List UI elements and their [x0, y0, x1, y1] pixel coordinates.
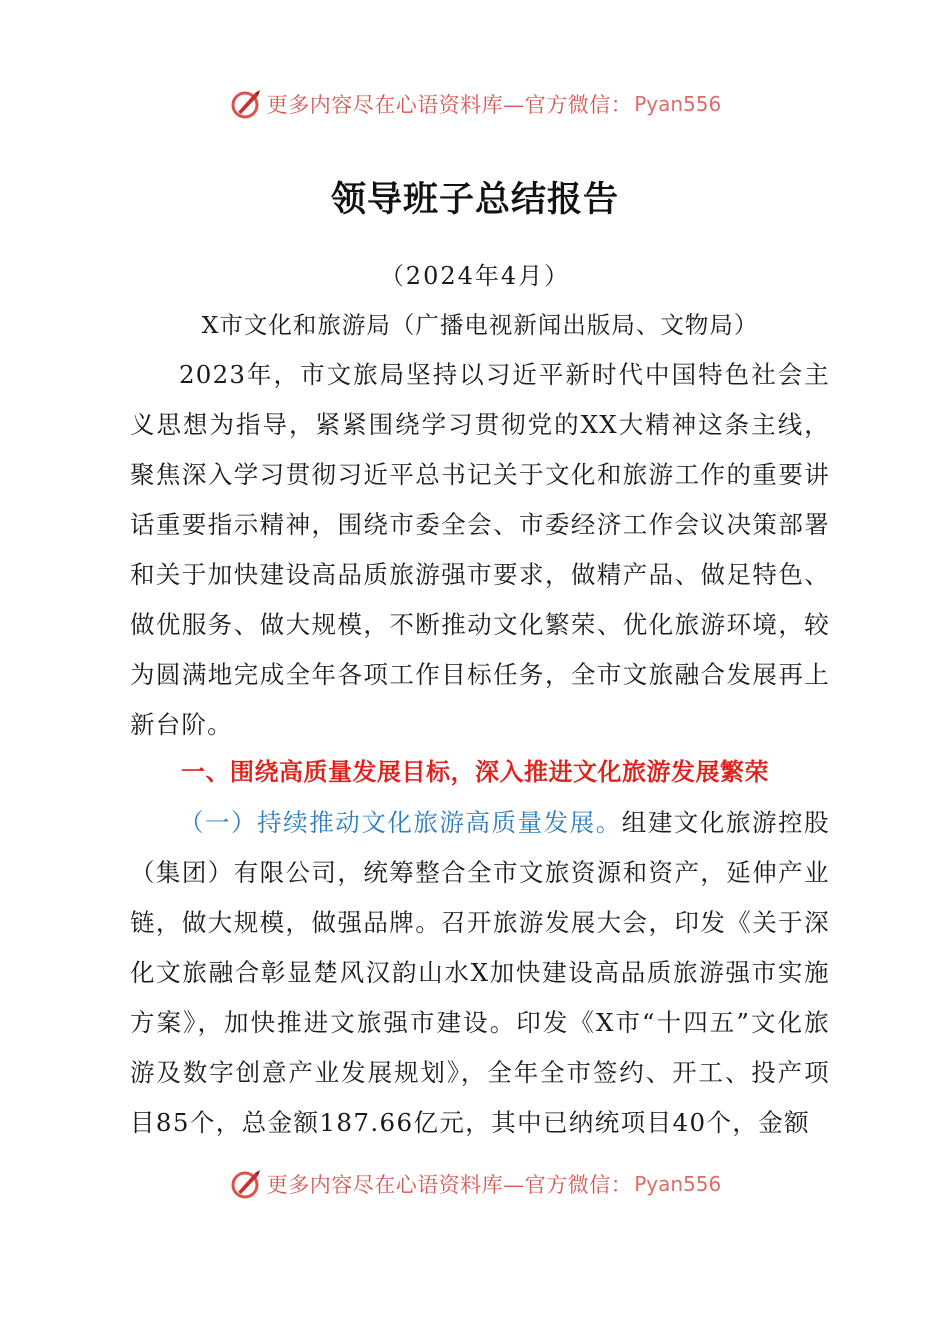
footer-watermark	[0, 1164, 950, 1204]
document-date: （2024年4月）	[379, 262, 571, 290]
watermark-text: 更多内容尽在心语资料库—官方微信：	[266, 93, 633, 117]
wechat-id: Pyan556	[634, 1172, 722, 1196]
subsection-body: 组建文化旅游控股（集团）有限公司，统筹整合全市文旅资源和资产，延伸产业链，做大规模，做强品牌。召开旅游发展大会，印发《关于深化文旅融合彰显楚风汉韵山水X加快建设高品质旅游强市实施方案》，加快推进文旅强市建设。印发《X市“十四五”文化旅游及数字创意产业发展规划》，全年全市签约、开工、投产项目85个，总金额187.66亿元，其中已纳统项目40个，金额	[130, 808, 830, 1137]
quill-logo-icon	[229, 87, 263, 121]
organization-name: X市文化和旅游局（广播电视新闻出版局、文物局）	[201, 311, 759, 339]
intro-paragraph: 2023年，市文旅局坚持以习近平新时代中国特色社会主义思想为指导，紧紧围绕学习贯彻党的XX大精神这条主线，聚焦深入学习贯彻习近平总书记关于文化和旅游工作的重要讲话重要指示精神，围绕市委全会、市委经济工作会议决策部署和关于加快建设高品质旅游强市要求，做精产品、做足特色、做优服务、做大规模，不断推动文化繁荣、优化旅游环境，较为圆满地完成全年各项工作目标任务，全市文旅融合发展再上新台阶。	[130, 360, 830, 739]
section-1-paragraph	[130, 798, 830, 1148]
subsection-heading: （一）持续推动文化旅游高质量发展。	[179, 808, 622, 837]
quill-logo-icon	[229, 1167, 263, 1201]
watermark-text: 更多内容尽在心语资料库—官方微信：	[266, 1173, 633, 1197]
header-watermark	[0, 84, 950, 124]
wechat-id: Pyan556	[634, 92, 722, 116]
document-title: 领导班子总结报告	[330, 180, 619, 220]
section-heading-1: 一、围绕高质量发展目标，深入推进文化旅游发展繁荣	[181, 758, 769, 786]
